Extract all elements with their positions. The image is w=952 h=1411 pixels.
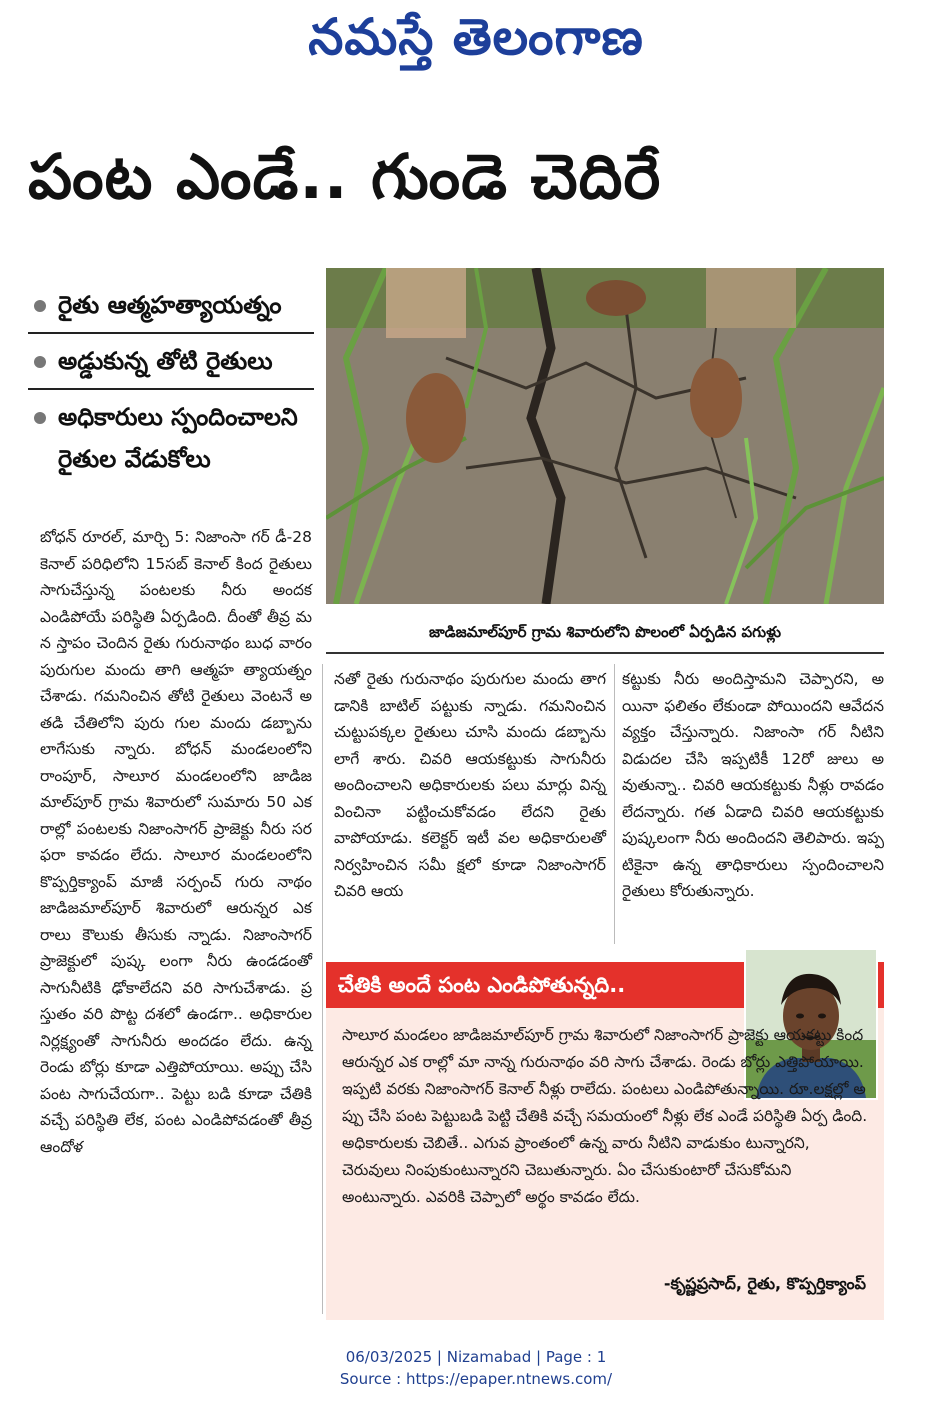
cracked-field-illustration bbox=[326, 268, 884, 604]
newspaper-title: నమస్తే తెలంగాణ bbox=[308, 8, 644, 66]
highlight-text: అడ్డుకున్న తోటి రైతులు bbox=[58, 347, 273, 375]
quote-attribution: -కృష్ణప్రసాద్, రైతు, కొప్పర్తిక్యాంప్ bbox=[663, 1274, 866, 1293]
round-bullet-icon bbox=[34, 356, 46, 368]
footer-edition-line: 06/03/2025 | Nizamabad | Page : 1 bbox=[345, 1348, 607, 1366]
photo-caption: జాడిజమాల్‌పూర్ గ్రామ శివారులోని పొలంలో ఏర్పడిన పగుళ్లు bbox=[428, 623, 782, 641]
highlights-list bbox=[28, 278, 314, 486]
highlight-item bbox=[28, 278, 314, 334]
article-column-1: బోధన్ రూరల్, మార్చి 5: నిజాంసా గర్ డీ-28కెనాల్ పరిధిలోని 15సబ్ కెనాల్ కింద రైతులు సాగుచేస్తున్న పంటలకు నీరు అందక ఎండిపోయే పరిస్థితి ఏర్పడింది. దీంతో తీవ్ర మన స్తాపం చెందిన రైతు గురునాథం బుధ వారం పురుగుల మందు తాగి ఆత్మహ త్యాయత్నం చేశాడు. గమనించిన తోటి రైతులు వెంటనే అతడి చేతిలోని పురు గుల మందు డబ్బాను లాగేసుకు న్నారు. బోధన్ మండలంలోని రాంపూర్, సాలూర మండలంలోని జాడిజమాల్‌పూర్ గ్రామ శివారులో సుమారు 50 ఎకరాల్లో పంటలకు నిజాంసాగర్ ప్రాజెక్టు నీరు సరఫరా కావడం లేదు. సాలూర మండలంలోని కొప్పర్తిక్యాంప్ మాజీ సర్పంచ్ గురు నాథం జాడిజమాల్‌పూర్ శివారులో ఆరున్నర ఎకరాలు కౌలుకు తీసుకు న్నాడు. నిజాంసాగర్ ప్రాజెక్టులో పుష్క లంగా నీరు ఉండడంతో సాగునీటికి ఢోకాలేదని వరి సాగుచేశాడు. ప్రస్తుతం వరి పొట్ట దశలో ఉండగా.. అధికారుల నిర్లక్ష్యంతో సాగునీరు అందడం లేదు. ఉన్న రెండు బోర్లు కూడా ఎత్తిపోయాయి. అప్పు చేసి పంట సాగుచేయగా.. పెట్టు బడి కూడా చేతికి వచ్చే పరిస్థితి లేక, పంట ఎండిపోవడంతో తీవ్ర ఆందోళ bbox=[40, 528, 312, 1156]
highlight-item bbox=[28, 390, 314, 486]
footer-source-line: Source : https://epaper.ntnews.com/ bbox=[339, 1370, 613, 1388]
farmer-quote-box bbox=[326, 962, 884, 1320]
highlight-text: అధికారులు స్పందించాలని రైతుల వేడుకోలు bbox=[58, 403, 298, 473]
article-column-2: నతో రైతు గురునాథం పురుగుల మందు తాగడానికి బాటిల్ పట్టుకు న్నాడు. గమనించిన చుట్టుపక్కల రైతులు చూసి మందు డబ్బాను లాగే శారు. చివరి ఆయకట్టుకు సాగునీరు అందించాలని అధికారులకు పలు మార్లు విన్నవించినా పట్టించుకోవడం లేదని రైతు వాపోయాడు. కలెక్టర్ ఇటీ వల అధికారులతో నిర్వహించిన సమీ క్షలో కూడా నిజాంసాగర్ చివరి ఆయ bbox=[334, 670, 606, 900]
article-column-3: కట్టుకు నీరు అందిస్తామని చెప్పారని, అయినా ఫలితం లేకుండా పోయిందని ఆవేదన వ్యక్తం చేస్తున్నారు. నిజాంసా గర్ నీటిని విడుదల చేసి ఇప్పటికీ 12రో జులు అవుతున్నా.. చివరి ఆయకట్టుకు నీళ్లు రావడం లేదన్నారు. గత ఏడాది చివరి ఆయకట్టుకు పుష్కలంగా నీరు అందిందని తెలిపారు. ఇప్పటికైనా ఉన్న తాధికారులు స్పందించాలని రైతులు కోరుతున్నారు. bbox=[622, 670, 884, 900]
masthead bbox=[0, 0, 952, 120]
round-bullet-icon bbox=[34, 412, 46, 424]
highlight-item bbox=[28, 334, 314, 390]
round-bullet-icon bbox=[34, 300, 46, 312]
column-divider bbox=[614, 664, 615, 944]
caption-divider bbox=[326, 652, 884, 654]
quote-text: సాలూర మండలం జాడిజమాల్‌పూర్ గ్రామ శివారులో నిజాంసాగర్ ప్రాజెక్టు ఆయకట్టు కింద ఆరున్నర ఎక రాల్లో మా నాన్న గురునాథం వరి సాగు చేశాడు. రెండు బోర్లు ఎత్తిపోయాయి. ఇప్పటి వరకు నిజాంసాగర్ కెనాల్ నీళ్లు రాలేదు. పంటలు ఎండిపోతున్నాయి. రూ.లక్షల్లో అప్పు చేసి పంట పెట్టుబడి పెట్టి చేతికి వచ్చే సమయంలో నీళ్లు లేక ఎండే పరిస్థితి ఏర్ప డింది. అధికారులకు చెబితే.. ఎగువ ప్రాంతంలో ఉన్న వారు నీటిని వాడుకుం టున్నారని, చెరువులు నింపుకుంటున్నారని చెబుతున్నారు. ఏం చేసుకుంటారో చేసుకోమని అంటున్నారు. ఎవరికి చెప్పాలో అర్థం కావడం లేదు. bbox=[342, 1026, 868, 1206]
column-divider bbox=[322, 664, 323, 1314]
page-footer bbox=[0, 1346, 952, 1390]
highlight-text: రైతు ఆత్మహత్యాయత్నం bbox=[58, 291, 282, 319]
article-headline: పంట ఎండే.. గుండె చెదిరే bbox=[28, 140, 662, 213]
quote-heading: చేతికి అందే పంట ఎండిపోతున్నది.. bbox=[338, 973, 626, 997]
cracked-field-photo bbox=[326, 268, 884, 604]
